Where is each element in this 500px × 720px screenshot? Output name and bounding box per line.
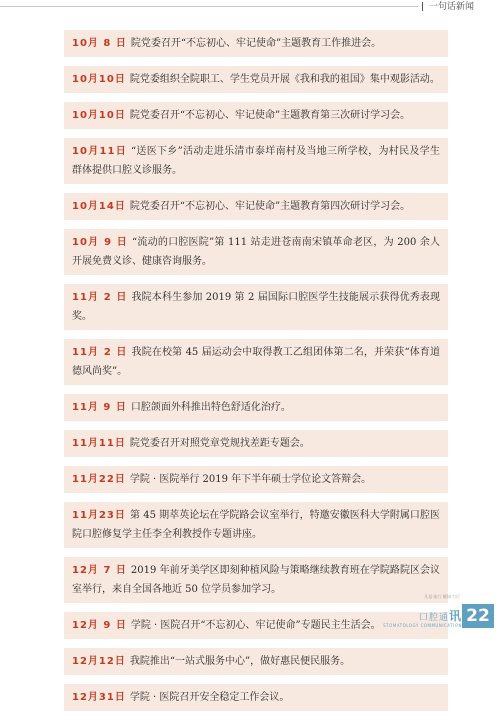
news-date: 12月 9 日	[72, 620, 127, 631]
news-text: “流动的口腔医院”第 111 站走进苍南南宋镇革命老区，为 200 余人开展免费义诊、健康咨询服务。	[72, 237, 440, 267]
header-divider	[0, 6, 418, 7]
news-item	[64, 284, 448, 330]
news-text: 学院 · 医院召开“不忘初心、牢记使命”专题民主生活会。	[130, 620, 381, 631]
news-text: 我院在校第 45 届运动会中取得教工乙组团体第二名，并荣获“体育道德风尚奖”。	[72, 347, 440, 377]
news-text: 我院推出“一站式服务中心”，做好惠民便民服务。	[129, 656, 351, 667]
news-list	[64, 30, 448, 720]
news-item	[64, 229, 448, 275]
news-item	[64, 66, 448, 93]
footer-tagline: 凡是·能行 醒知·力行	[424, 594, 460, 599]
news-text: “送医下乡”活动走进乐清市泰垟南村及当地三所学校，为村民及学生群体提供口腔义诊服务。	[72, 146, 440, 176]
news-text: 院党委组织全院职工、学生党员开展《我和我的祖国》集中观影活动。	[129, 74, 440, 85]
publication-title-cn	[416, 607, 462, 624]
news-date: 11月23日	[72, 510, 126, 521]
page-number: 22	[462, 604, 494, 628]
news-text: 口腔颌面外科推出特色舒适化治疗。	[130, 402, 291, 413]
news-text: 学院 · 医院召开安全稳定工作会议。	[129, 692, 290, 703]
news-text: 院党委召开“不忘初心、牢记使命”主题教育工作推进会。	[130, 38, 382, 49]
news-date: 10月 9 日	[72, 237, 129, 248]
news-item	[64, 138, 448, 184]
news-date: 11月 2 日	[72, 347, 128, 358]
news-text: 我院本科生参加 2019 第 2 届国际口腔医学生技能展示获得优秀表现奖。	[72, 292, 441, 322]
news-date: 10月10日	[72, 74, 126, 85]
news-date: 12月12日	[72, 656, 126, 667]
publication-title-prefix: 口腔通	[418, 613, 449, 623]
publication-title-en: STOMATOLOGY COMMUNICATION	[383, 623, 462, 628]
news-item	[64, 684, 448, 711]
news-text: 2019 年前牙美学区即刻种植风险与策略继续教育班在学院路院区会议室举行，来自全国各地近 50 位学员参加学习。	[72, 565, 440, 595]
news-date: 12月 7 日	[72, 565, 127, 576]
news-item	[64, 339, 448, 385]
news-item	[64, 648, 448, 675]
news-text: 院党委召开对照党章党规找差距专题会。	[129, 438, 310, 449]
news-item	[64, 102, 448, 129]
header-bar	[422, 2, 423, 11]
news-date: 11月 9 日	[72, 402, 127, 413]
news-item	[64, 502, 448, 548]
news-text: 院党委召开“不忘初心、牢记使命”主题教育第三次研讨学习会。	[129, 110, 411, 121]
section-title: 一句话新闻	[429, 2, 475, 12]
news-date: 11月22日	[72, 474, 126, 485]
news-item	[64, 193, 448, 220]
news-item	[64, 394, 448, 421]
news-date: 10月14日	[72, 201, 126, 212]
news-text: 第 45 期萃英论坛在学院路会议室举行，特邀安徽医科大学附属口腔医院口腔修复学主任李全利教授作专题讲座。	[72, 510, 440, 540]
news-item	[64, 30, 448, 57]
news-date: 10月11日	[72, 146, 127, 157]
news-item	[64, 557, 448, 603]
news-date: 11月 2 日	[72, 292, 128, 303]
news-item	[64, 430, 448, 457]
news-date: 12月31日	[72, 692, 126, 703]
publication-title-suffix: 讯	[448, 609, 462, 623]
news-text: 院党委召开“不忘初心、牢记使命”主题教育第四次研讨学习会。	[129, 201, 411, 212]
section-header	[418, 0, 500, 14]
news-date: 10月10日	[72, 110, 126, 121]
news-text: 学院 · 医院举行 2019 年下半年硕士学位论文答辩会。	[129, 474, 372, 485]
news-date: 10月 8 日	[72, 38, 127, 49]
news-date: 11月11日	[72, 438, 126, 449]
news-item	[64, 466, 448, 493]
